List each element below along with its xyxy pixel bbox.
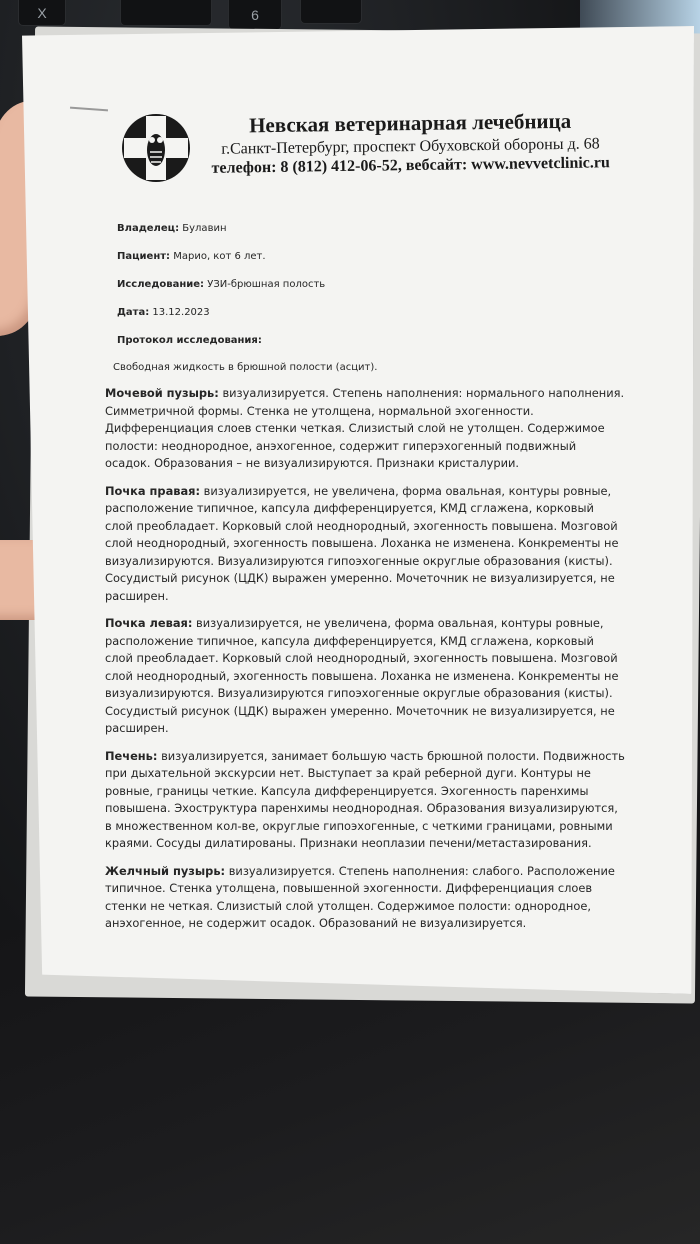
keyboard-key-x: X bbox=[18, 0, 66, 26]
date-label: Дата: bbox=[117, 307, 150, 318]
meta-patient bbox=[117, 250, 625, 264]
section-title: Почка левая: bbox=[105, 616, 193, 630]
protocol-label: Протокол исследования: bbox=[117, 335, 262, 346]
meta-owner bbox=[117, 222, 625, 236]
date-value: 13.12.2023 bbox=[152, 307, 210, 318]
section-text: визуализируется. Степень наполнения: нормального наполнения. Симметричной формы. Стенка не утолщена, нормальной эхогенности. Дифференциация слоев стенки четкая. Слизистый слой не утолщен. Содержимое полости: неоднородное, анэхогенное, содержит гиперэхогенный подвижный осадок. Образования – не визуализируются. Признаки кристалурии. bbox=[105, 386, 625, 470]
owner-label: Владелец: bbox=[117, 223, 180, 234]
keyboard-key-6: 6 bbox=[228, 0, 282, 30]
section-left-kidney bbox=[105, 615, 625, 738]
patient-value: Марио, кот 6 лет. bbox=[173, 251, 266, 262]
staple-mark bbox=[70, 107, 108, 112]
study-value: УЗИ-брюшная полость bbox=[207, 279, 326, 290]
section-title: Мочевой пузырь: bbox=[105, 386, 219, 400]
section-title: Почка правая: bbox=[105, 483, 201, 498]
section-text: визуализируется, занимает большую часть брюшной полости. Подвижность при дыхательной экскурсии нет. Выступает за край реберной дуги. Контуры не ровные, границы четкие. Капсула дифференцируется. Эхогенность паренхимы повышена. Эхоструктура паренхимы неоднородная. Образования визуализируются, в множественном кол-ве, округлые гипоэхогенные, с четкими границами, ровными краями. Сосуды дилатированы. Признаки неоплазии печени/метастазирования. bbox=[105, 748, 625, 850]
keyboard-key bbox=[300, 0, 362, 24]
meta-date bbox=[117, 306, 625, 320]
findings-summary: Свободная жидкость в брюшной полости (асцит). bbox=[113, 362, 378, 373]
section-right-kidney bbox=[105, 483, 625, 606]
study-label: Исследование: bbox=[117, 279, 205, 290]
clinic-header bbox=[200, 108, 621, 179]
clinic-address: г.Санкт-Петербург, проспект Обуховской обороны д. 68 bbox=[221, 135, 600, 158]
report-body bbox=[105, 222, 625, 943]
section-gallbladder bbox=[105, 863, 625, 933]
keyboard-key bbox=[120, 0, 212, 26]
section-text: визуализируется, не увеличена, форма овальная, контуры ровные, расположение типичное, капсула дифференцируется, КМД сглажена, корковый слой преобладает. Корковый слой неоднородный, эхогенность повышена. Мозговой слой неоднородный, эхогенность повышена. Лоханка не изменена. Конкременты не визуализируются. Визуализируются гипоэхогенные округлые образования (кисты). Сосудистый рисунок (ЦДК) выражен умеренно. Мочеточник не визуализируется, не расширен. bbox=[105, 483, 619, 603]
owl-cross-logo-icon bbox=[120, 110, 192, 186]
section-title: Желчный пузырь: bbox=[105, 863, 226, 878]
protocol-heading bbox=[117, 334, 625, 348]
patient-label: Пациент: bbox=[117, 251, 171, 262]
section-liver bbox=[105, 748, 625, 853]
clinic-name: Невская ветеринарная лечебница bbox=[248, 108, 572, 138]
section-text: визуализируется, не увеличена, форма овальная, контуры ровные, расположение типичное, капсула дифференцируется, КМД сглажена, корковый слой преобладает. Корковый слой неоднородный, эхогенность повышена. Мозговой слой неоднородный, эхогенность повышена. Лоханка не изменена. Конкременты не визуализируются. Визуализируются гипоэхогенные округлые образования (кисты). Сосудистый рисунок (ЦДК) выражен умеренно. Мочеточник не визуализируется, не расширен. bbox=[105, 616, 619, 735]
section-text: визуализируется. Степень наполнения: слабого. Расположение типичное. Стенка утолщена, повышенной эхогенности. Дифференциация слоев стенки не четкая. Слизистый слой утолщен. Содержимое полости: однородное, анэхогенное, не содержит осадок. Образований не визуализируется. bbox=[105, 863, 615, 930]
clinic-contacts: телефон: 8 (812) 412-06-52, вебсайт: www.nevvetclinic.ru bbox=[211, 154, 610, 177]
section-bladder bbox=[105, 385, 625, 473]
owner-value: Булавин bbox=[182, 223, 227, 234]
meta-study bbox=[117, 278, 625, 292]
section-title: Печень: bbox=[105, 748, 158, 763]
